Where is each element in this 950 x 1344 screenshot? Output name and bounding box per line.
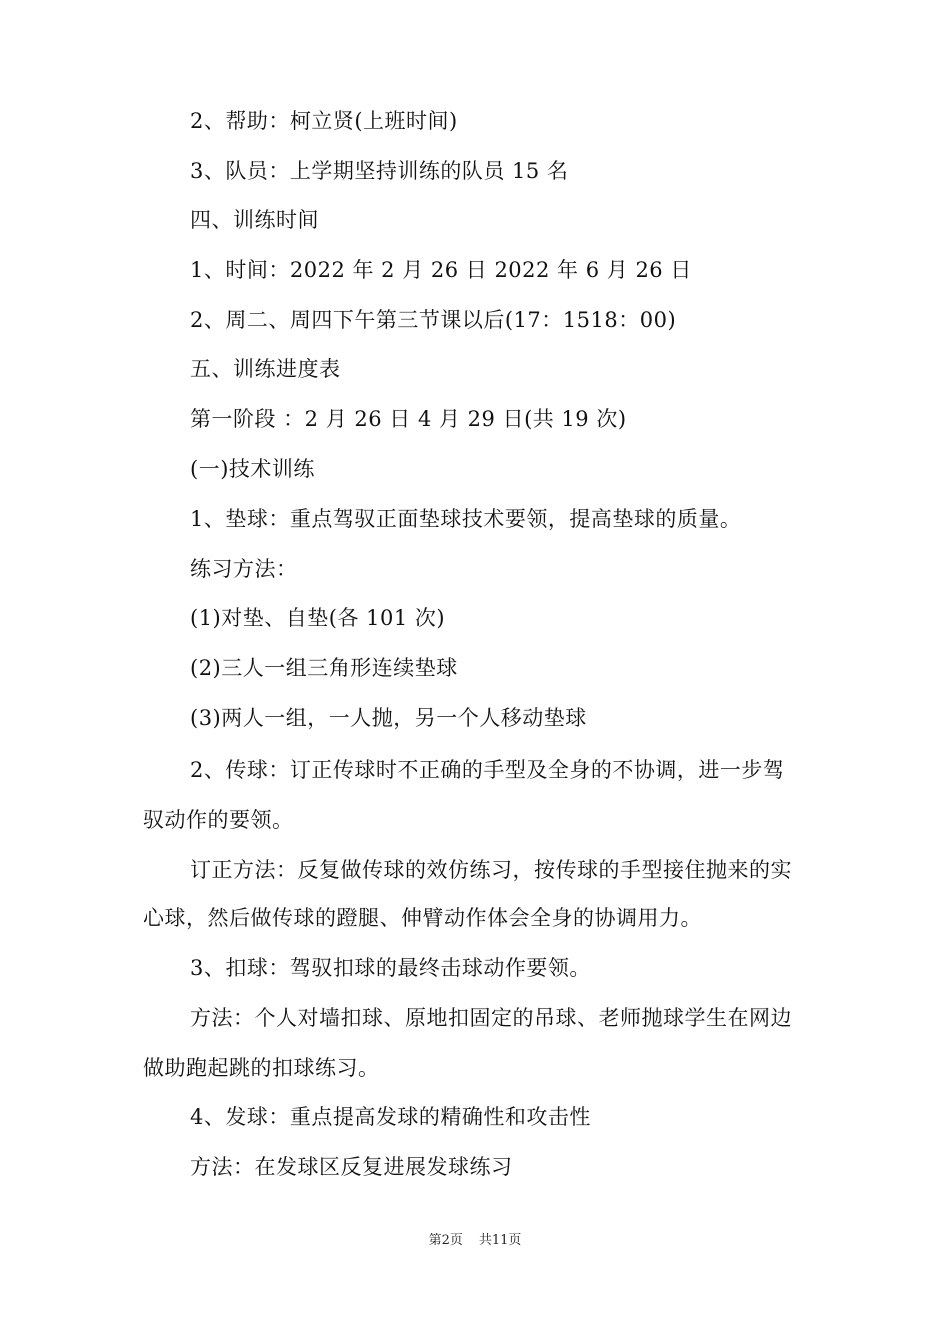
section-heading: 四、训练时间 xyxy=(190,208,319,232)
text-line: 2、周二、周四下午第三节课以后(17：1518：00) xyxy=(190,308,677,332)
text-line: 2、帮助：柯立贤(上班时间) xyxy=(190,109,458,133)
text-line: 方法：在发球区反复进展发球练习 xyxy=(190,1155,513,1179)
text-line: 驭动作的要领。 xyxy=(143,808,294,832)
text-line: 4、发球：重点提高发球的精确性和攻击性 xyxy=(190,1105,591,1129)
text-line: (1)对垫、自垫(各 101 次) xyxy=(190,606,446,630)
text-line: 3、队员：上学期坚持训练的队员 15 名 xyxy=(190,159,569,183)
section-heading: 五、训练进度表 xyxy=(190,357,341,381)
text-line: 第一阶段 ：2 月 26 日 4 月 29 日(共 19 次) xyxy=(190,407,627,431)
page-footer xyxy=(0,1232,950,1250)
text-line: 订正方法：反复做传球的效仿练习，按传球的手型接住抛来的实 xyxy=(190,858,792,882)
text-line: 做助跑起跳的扣球练习。 xyxy=(143,1056,380,1080)
text-line: 1、垫球：重点驾驭正面垫球技术要领，提高垫球的质量。 xyxy=(190,507,742,531)
text-line: 心球，然后做传球的蹬腿、伸臂动作体会全身的协调用力。 xyxy=(143,906,702,930)
text-line: (2)三人一组三角形连续垫球 xyxy=(190,656,458,680)
page-total: 共11页 xyxy=(478,1233,522,1248)
subsection-heading: (一)技术训练 xyxy=(190,457,315,481)
text-line: 1、时间：2022 年 2 月 26 日 2022 年 6 月 26 日 xyxy=(190,258,692,282)
text-line: 练习方法： xyxy=(190,557,298,581)
text-line: 3、扣球：驾驭扣球的最终击球动作要领。 xyxy=(190,956,591,980)
text-line: 2、传球：订正传球时不正确的手型及全身的不协调，进一步驾 xyxy=(190,758,785,782)
page-number: 第2页 xyxy=(428,1233,463,1248)
text-line: 方法：个人对墙扣球、原地扣固定的吊球、老师抛球学生在网边 xyxy=(190,1006,792,1030)
text-line: (3)两人一组，一人抛，另一个人移动垫球 xyxy=(190,706,587,730)
